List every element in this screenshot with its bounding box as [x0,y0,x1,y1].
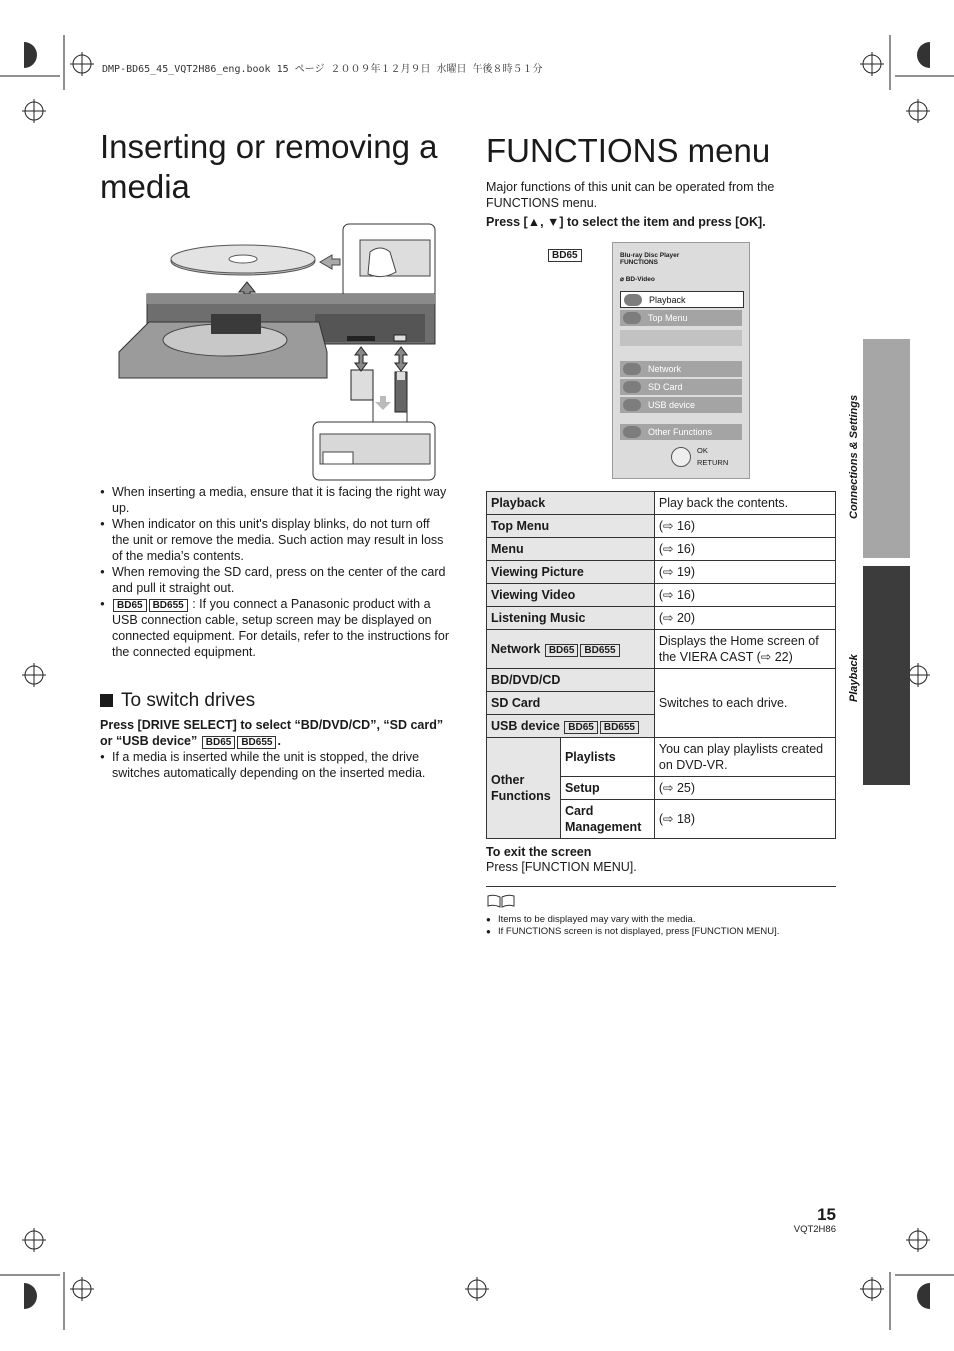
row-value: (⇨ 18) [654,800,835,839]
top-menu-icon [623,312,641,324]
bullet-3: ● When removing the SD card, press on the center of the card and pull it straight out. [100,564,450,596]
page-number: 15 [817,1205,836,1224]
row-key: SD Card [487,692,655,715]
row-value: (⇨ 16) [654,515,835,538]
badge-bd65: BD65 [564,721,598,734]
bullet-4-text: : If you connect a Panasonic product with a USB connection cable, setup screen may be displayed on connected equipment. For details, refer to the instructions for the connected equipment. [112,597,449,659]
switch-instruction-text: Press [DRIVE SELECT] to select “BD/DVD/CD”, “SD card” or “USB device” [100,718,444,748]
table-row [487,738,836,777]
row-key: Viewing Picture [487,561,655,584]
badge-bd65: BD65 [545,644,579,657]
row-subkey: Setup [560,777,654,800]
ok-button-icon [671,447,691,467]
row-key-other: Other Functions [487,738,561,839]
side-tab-playback-label: Playback [848,654,860,702]
book-note-icon [487,894,515,908]
switch-instruction [100,717,452,749]
sd-card-icon [623,381,641,393]
badge-bd655: BD655 [580,644,619,657]
row-key: Top Menu [487,515,655,538]
row-value: (⇨ 20) [654,607,835,630]
square-bullet-icon [100,694,113,707]
functions-title: FUNCTIONS menu [486,132,771,169]
model-badge [547,245,583,263]
row-subkey: Playlists [560,738,654,777]
row-value: You can play playlists created on DVD-VR. [654,738,835,777]
note-1: ● Items to be displayed may vary with the media. [486,914,836,926]
row-value: Play back the contents. [654,492,835,515]
row-value: (⇨ 19) [654,561,835,584]
row-key: Playback [487,492,655,515]
badge-bd65: BD65 [113,599,147,612]
network-icon [623,363,641,375]
side-tab-connections-label: Connections & Settings [848,394,860,519]
bullet-2: ● When indicator on this unit's display blinks, do not turn off the unit or remove the media. Such action may result in loss of the media’s contents. [100,516,450,564]
badge-bd655: BD655 [149,599,188,612]
menu-item-usb-device[interactable]: USB device [620,397,742,413]
functions-table [486,491,836,839]
row-value-drives: Switches to each drive. [654,669,835,738]
notes [486,914,836,938]
side-tab-connections [848,339,910,558]
side-tab-playback [848,566,910,785]
table-row [487,515,836,538]
row-key: BD/DVD/CD [487,669,655,692]
badge-bd65: BD65 [202,736,236,749]
menu-item-network[interactable]: Network [620,361,742,377]
menu-item-other-functions[interactable]: Other Functions [620,424,742,440]
title-line-1: Inserting or removing a [100,128,438,165]
badge-bd65: BD65 [548,249,582,262]
switch-period: . [277,734,281,748]
screen-disc-text: BD-Video [625,276,655,283]
note-divider [486,886,836,887]
switch-drives-body [100,717,452,781]
functions-screen [612,242,750,479]
other-functions-icon [623,426,641,438]
functions-intro: Major functions of this unit can be operated from the FUNCTIONS menu. [486,180,775,210]
row-key: Menu [487,538,655,561]
print-header: DMP-BD65_45_VQT2H86_eng.book 15 ページ ２００９年１２月９日 水曜日 午後８時５１分 [102,64,543,75]
table-row [487,584,836,607]
left-title [100,127,460,207]
functions-press: Press [▲, ▼] to select the item and press [OK]. [486,215,766,229]
menu-item-blank [620,330,742,346]
screen-title-1: Blu-ray Disc Player [620,252,680,259]
table-row [487,561,836,584]
bullet-4 [100,596,450,660]
badge-bd655: BD655 [600,721,639,734]
player-illustration [115,222,440,484]
row-subkey: Card Management [560,800,654,839]
menu-item-sd-card[interactable]: SD Card [620,379,742,395]
switch-bullet: ● If a media is inserted while the unit is stopped, the drive switches automatically depending on the inserted media. [100,749,452,781]
left-bullets [100,484,450,660]
note-2: ● If FUNCTIONS screen is not displayed, press [FUNCTION MENU]. [486,926,836,938]
screen-return: RETURN [697,458,729,467]
disc-icon: ⌀ [620,276,626,283]
screen-disc [620,275,655,283]
row-key: Listening Music [487,607,655,630]
bullet-1: ● When inserting a media, ensure that it is facing the right way up. [100,484,450,516]
table-row [487,538,836,561]
row-key: Viewing Video [487,584,655,607]
row-value: (⇨ 25) [654,777,835,800]
screen-ok: OK [697,446,708,455]
exit-text: Press [FUNCTION MENU]. [486,860,637,874]
row-key-usb: USB device BD65 BD655 [487,715,655,738]
title-line-2: media [100,168,190,205]
badge-bd655: BD655 [237,736,276,749]
row-key-network: Network BD65 BD655 [487,630,655,669]
table-row [487,492,836,515]
menu-item-playback[interactable]: Playback [620,291,744,308]
table-row [487,630,836,669]
table-row [487,669,836,692]
row-value: Displays the Home screen of the VIERA CAST (⇨ 22) [654,630,835,669]
switch-heading-text: To switch drives [121,690,256,711]
usb-icon [623,399,641,411]
exit-heading: To exit the screen [486,845,592,859]
playback-icon [624,294,642,306]
screen-title-2: FUNCTIONS [620,259,658,266]
doc-code: VQT2H86 [793,1224,836,1235]
row-value: (⇨ 16) [654,538,835,561]
table-row [487,607,836,630]
row-value: (⇨ 16) [654,584,835,607]
switch-drives-heading [100,690,255,712]
menu-item-top-menu[interactable]: Top Menu [620,310,742,326]
